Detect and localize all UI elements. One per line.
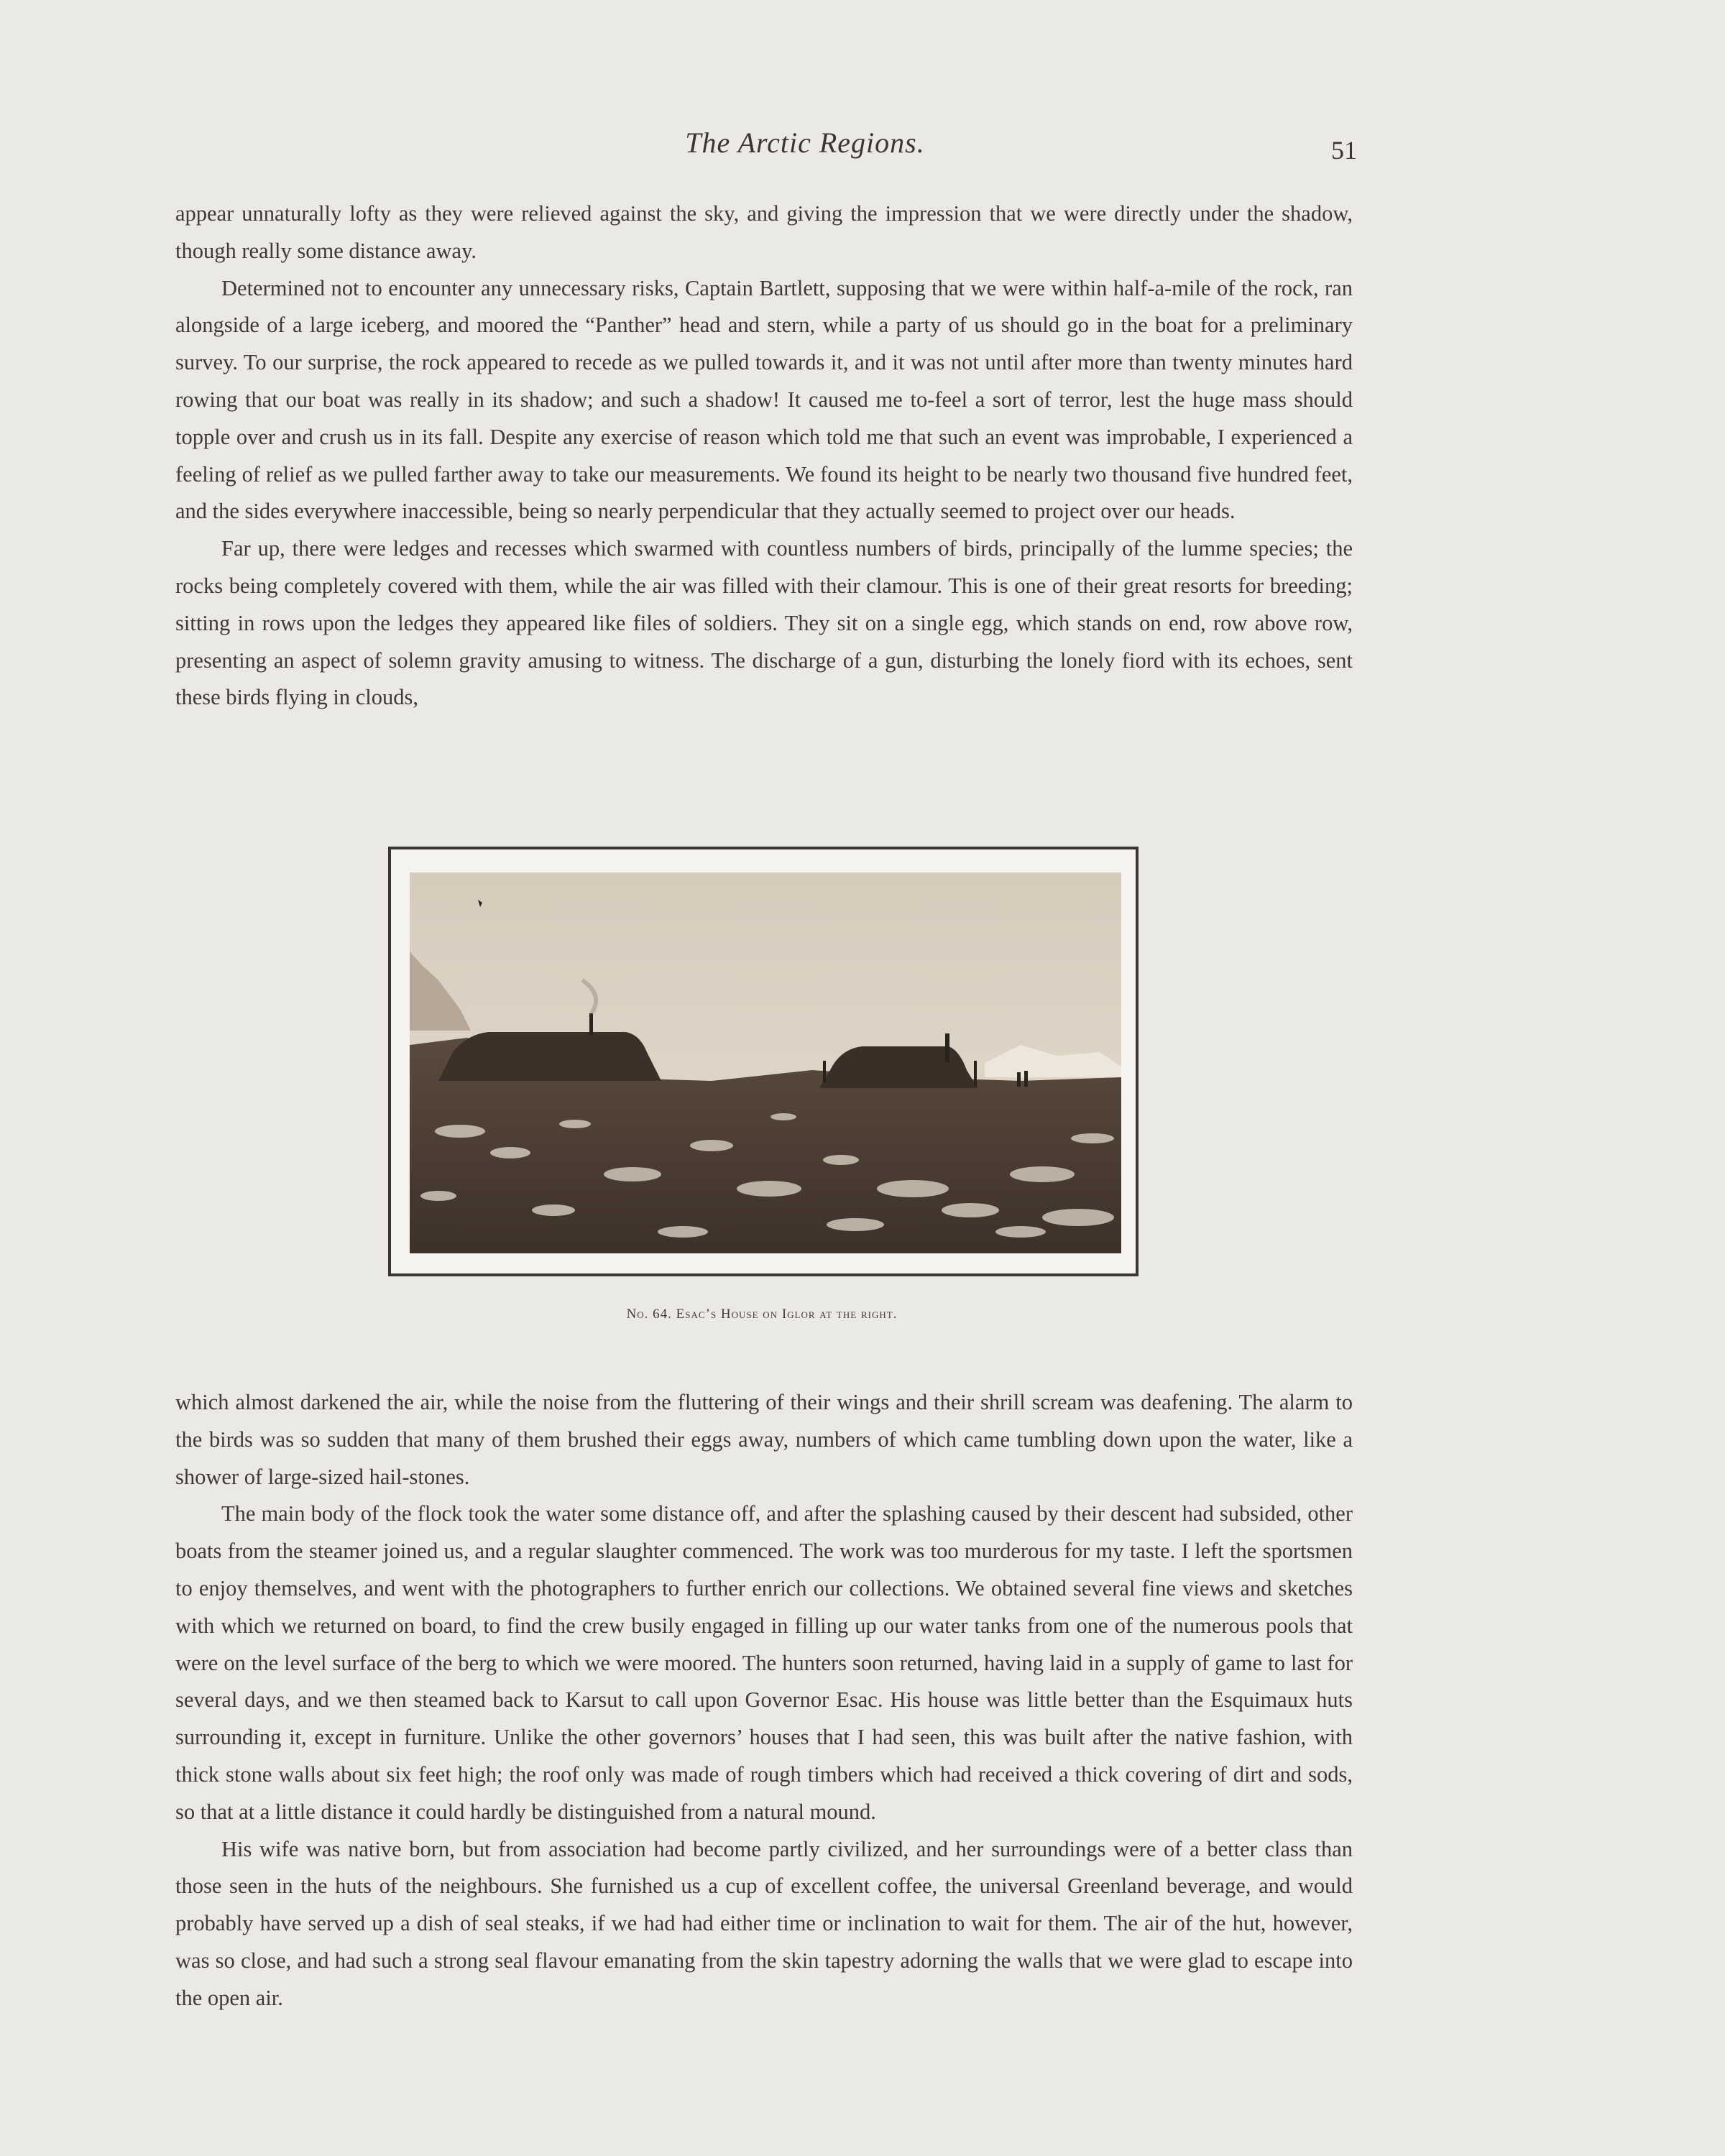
paragraph: The main body of the flock took the water some distance off, and after the splashing caused by their descent had subsided, other boats from the steamer joined us, and a regular slaughter commenced. The work was too murderous for my taste. I left the sportsmen to enjoy themselves, and went with the photographers to further enrich our collections. We obtained several fine views and sketches with which we returned on board, to find the crew busily engaged in filling up our water tanks from one of the numerous pools that were on the level surface of the berg to which we were moored. The hunters soon returned, having laid in a supply of game to last for several days, and we then steamed back to Karsut to call upon Governor Esac. His house was little better than the Esquimaux huts surrounding it, except in furniture. Unlike the other governors’ houses that I had seen, this was built after the native fashion, with thick stone walls about six feet high; the roof only was made of rough timbers which had received a thick covering of dirt and sods, so that at a little distance it could hardly be distinguished from a natural mound. <box>175 1501 1353 1824</box>
paragraph: His wife was native born, but from association had become partly civilized, and her surroundings were of a better class than those seen in the huts of the neighbours. She furnished us a cup of excellent coffee, the universal Greenland beverage, and would probably have served up a dish of seal steaks, if we had had either time or inclination to wait for them. The air of the hut, however, was so close, and had such a strong seal flavour emanating from the skin tapestry adorning the walls that we were glad to escape into the open air. <box>175 1836 1353 2010</box>
paragraph: appear unnaturally lofty as they were relieved against the sky, and giving the impression that we were directly under the shadow, though really some distance away. <box>175 201 1353 263</box>
text-block-bottom <box>175 1384 1353 2017</box>
photo-plate <box>388 847 1138 1276</box>
text-block-top <box>175 195 1353 717</box>
photograph-huts <box>410 872 1121 1253</box>
running-title: The Arctic Regions. <box>685 126 925 159</box>
paragraph: which almost darkened the air, while the noise from the fluttering of their wings and their shrill scream was deafening. The alarm to the birds was so sudden that many of them brushed their eggs away, numbers of which came tumbling down upon the water, like a shower of large-sized hail-stones. <box>175 1390 1353 1489</box>
paragraph: Determined not to encounter any unnecessary risks, Captain Bartlett, supposing that we were within half-a-mile of the rock, ran alongside of a large iceberg, and moored the “Panther” head and stern, while a party of us should go in the boat for a preliminary survey. To our surprise, the rock appeared to recede as we pulled towards it, and it was not until after more than twenty minutes hard rowing that our boat was really in its shadow; and such a shadow! It caused me to-feel a sort of terror, lest the huge mass should topple over and crush us in its fall. Despite any exercise of reason which told me that such an event was improbable, I experienced a feeling of relief as we pulled farther away to take our measurements. We found its height to be nearly two thousand five hundred feet, and the sides everywhere inaccessible, being so nearly perpendicular that they actually seemed to project over our heads. <box>175 275 1353 524</box>
page-number: 51 <box>1331 136 1357 165</box>
paragraph: Far up, there were ledges and recesses which swarmed with countless numbers of birds, principally of the lumme species; the rocks being completely covered with them, while the air was filled with their clamour. This is one of their great resorts for breeding; sitting in rows upon the ledges they appeared like files of soldiers. They sit on a single egg, which stands on end, row above row, presenting an aspect of solemn gravity amusing to witness. The discharge of a gun, disturbing the lonely fiord with its echoes, sent these birds flying in clouds, <box>175 536 1353 710</box>
photo-caption: No. 64. Esac’s House on Iglor at the right. <box>626 1307 898 1322</box>
